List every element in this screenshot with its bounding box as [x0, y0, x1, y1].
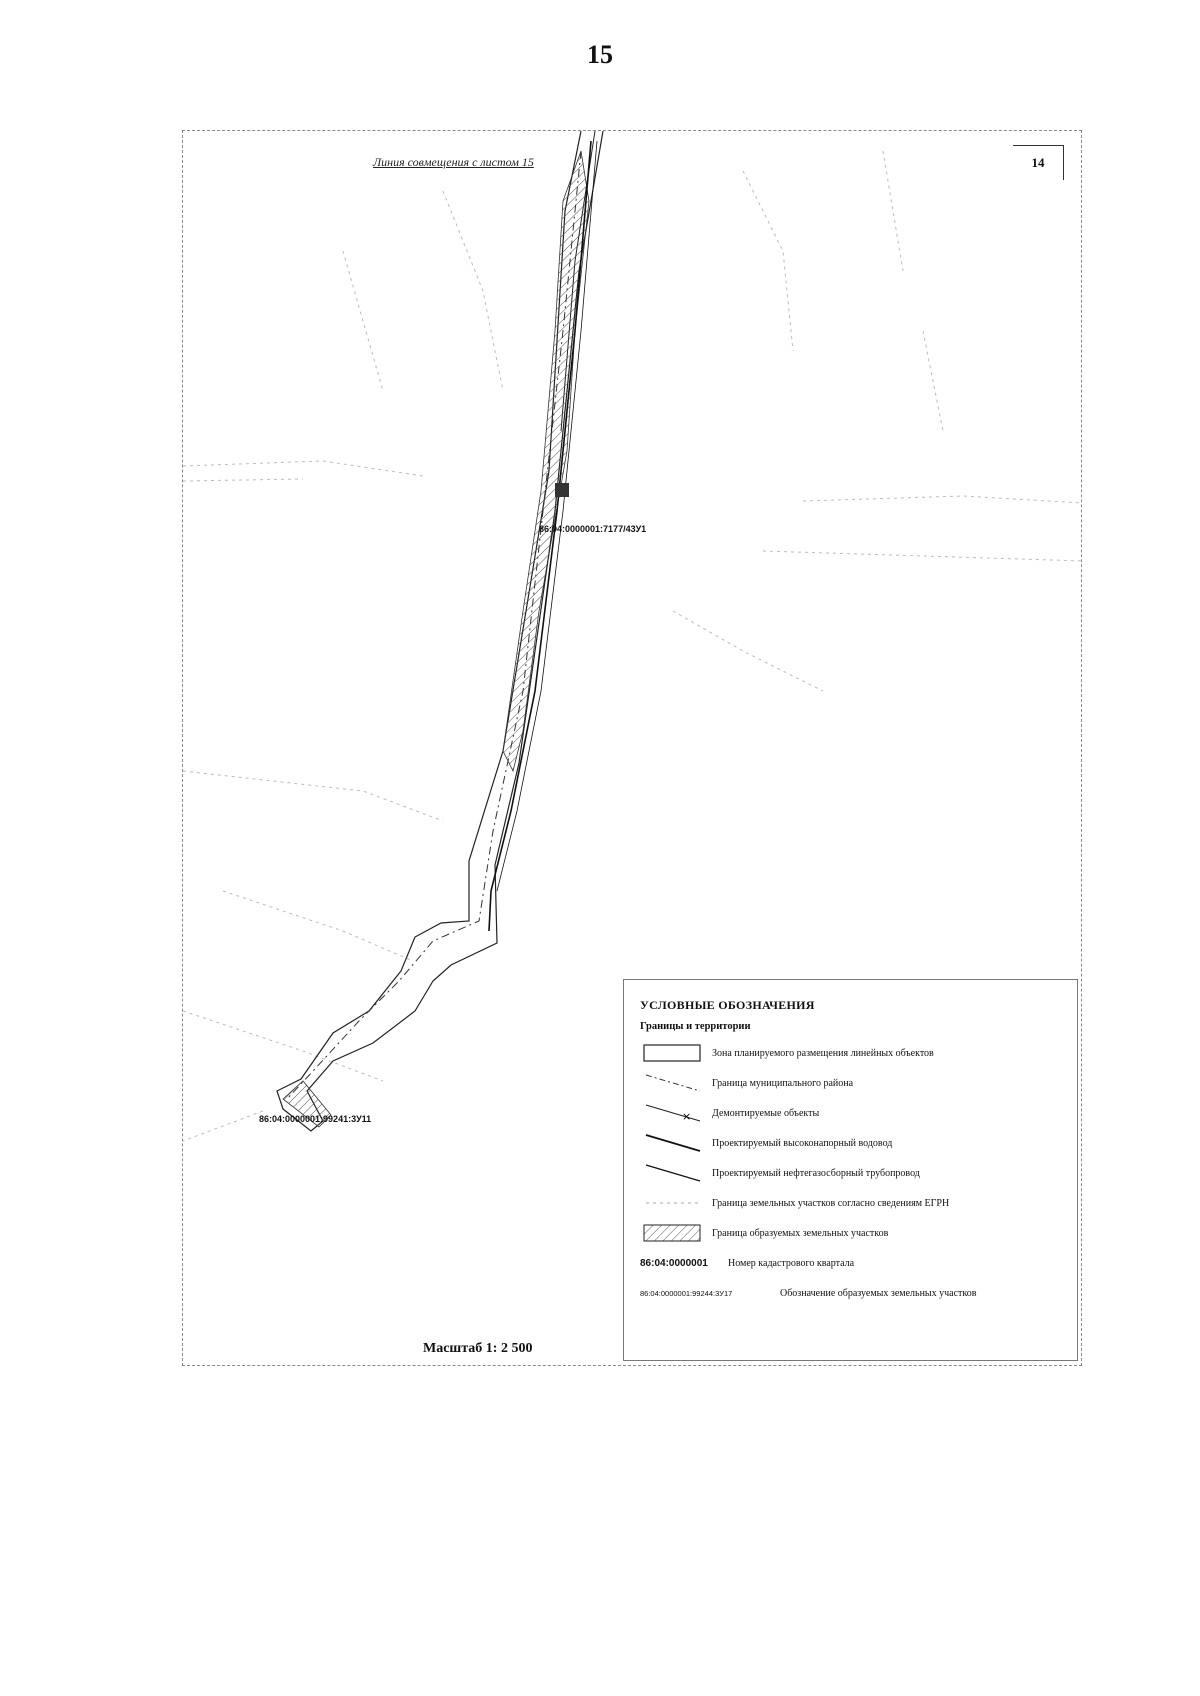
planned-zone-corridor [277, 131, 603, 1131]
legend-item-label: Граница земельных участков согласно сведениям ЕГРН [712, 1197, 950, 1209]
legend-item [640, 1098, 1067, 1128]
legend-item-label: Граница образуемых земельных участков [712, 1227, 889, 1239]
legend-item [640, 1188, 1067, 1218]
legend-item [640, 1068, 1067, 1098]
junction-line-label: Линия совмещения с листом 15 [373, 155, 534, 169]
legend-item-label: Обозначение образуемых земельных участков [780, 1287, 977, 1299]
legend-item [640, 1128, 1067, 1158]
legend-item-label: Демонтируемые объекты [712, 1107, 820, 1119]
plot-marker [555, 483, 569, 497]
legend-item-label: Проектируемый высоконапорный водовод [712, 1137, 893, 1149]
map-scale: Масштаб 1: 2 500 [423, 1341, 533, 1356]
legend-item [640, 1278, 1067, 1308]
legend-item-label: Проектируемый нефтегазосборный трубопровод [712, 1167, 920, 1179]
planned-zone-symbol [640, 1041, 704, 1065]
legend-item [640, 1158, 1067, 1188]
water-pipeline-symbol [640, 1131, 704, 1155]
page-number: 15 [587, 40, 613, 69]
map-frame [182, 130, 1082, 1366]
quarter-code: 86:04:0000001 [640, 1257, 708, 1269]
egrn-boundary-symbol [640, 1191, 704, 1215]
oil-gas-pipeline-symbol [640, 1161, 704, 1185]
legend-item-label: Зона планируемого размещения линейных объектов [712, 1047, 934, 1059]
legend-title: УСЛОВНЫЕ ОБОЗНАЧЕНИЯ [640, 998, 815, 1012]
forming-plot-hatch-upper [503, 151, 589, 771]
forming-plots-symbol [640, 1221, 704, 1245]
legend-item [640, 1038, 1067, 1068]
legend-item [640, 1248, 1067, 1278]
municipal-boundary-symbol [640, 1071, 704, 1095]
plot-code: 86:04:0000001:99244:3У17 [640, 1288, 733, 1298]
legend-item [640, 1218, 1067, 1248]
cadastral-label-lower: 86:04:0000001:99241:3У11 [259, 1114, 372, 1124]
cadastral-label-upper: 86:04:0000001:7177/43У1 [539, 524, 647, 534]
legend-subtitle: Границы и территории [640, 1021, 751, 1032]
legend-item-label: Номер кадастрового квартала [728, 1257, 855, 1269]
adjacent-sheet-number: 14 [1013, 145, 1064, 180]
legend-item-label: Граница муниципального района [712, 1077, 854, 1089]
demolished-symbol [640, 1101, 704, 1125]
legend [623, 979, 1078, 1361]
svg-text:×: × [682, 1110, 692, 1123]
